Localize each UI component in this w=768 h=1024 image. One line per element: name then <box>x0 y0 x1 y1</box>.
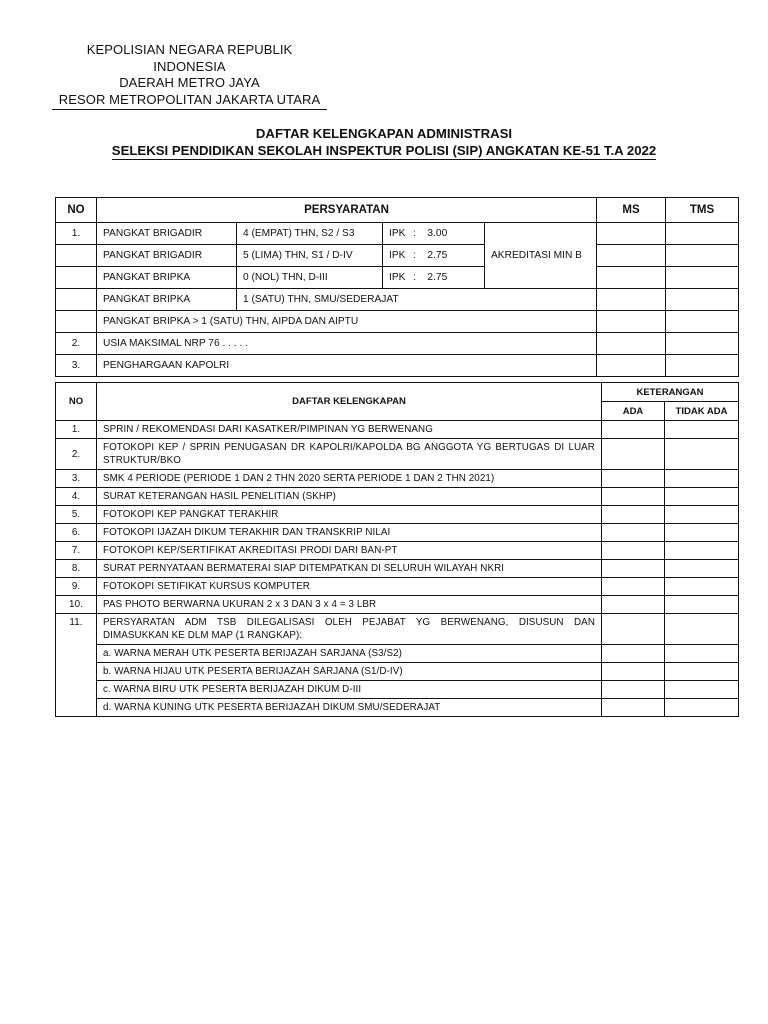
tidak-ada-checkbox-cell[interactable] <box>665 439 739 470</box>
document-title <box>0 125 768 160</box>
table-row <box>56 506 739 524</box>
row-number <box>56 267 97 289</box>
row-number <box>56 311 97 333</box>
table-row <box>56 311 739 333</box>
item-text: FOTOKOPI KEP PANGKAT TERAKHIR <box>97 506 602 524</box>
title-line-1: DAFTAR KELENGKAPAN ADMINISTRASI <box>255 126 513 141</box>
requirement-text: PENGHARGAAN KAPOLRI <box>97 355 597 377</box>
akreditasi-cell: AKREDITASI MIN B <box>485 223 597 289</box>
sub-item-text: d. WARNA KUNING UTK PESERTA BERIJAZAH DIKUM SMU/SEDERAJAT <box>97 699 602 717</box>
tidak-ada-checkbox-cell[interactable] <box>665 542 739 560</box>
tms-checkbox-cell[interactable] <box>666 245 739 267</box>
masa-dinas-cell: 1 (SATU) THN, SMU/SEDERAJAT <box>237 289 597 311</box>
ada-checkbox-cell[interactable] <box>602 524 665 542</box>
ms-checkbox-cell[interactable] <box>597 267 666 289</box>
ada-checkbox-cell[interactable] <box>602 506 665 524</box>
pangkat-cell: PANGKAT BRIPKA <box>97 267 237 289</box>
header-keterangan: KETERANGAN <box>602 383 739 402</box>
table-row <box>56 267 739 289</box>
row-number: 2. <box>56 439 97 470</box>
requirement-text: PANGKAT BRIPKA > 1 (SATU) THN, AIPDA DAN AIPTU <box>97 311 597 333</box>
item-text: PERSYARATAN ADM TSB DILEGALISASI OLEH PEJABAT YG BERWENANG, DISUSUN DAN DIMASUKKAN KE DLM MAP (1 RANGKAP): <box>97 614 602 645</box>
title-line-2: SELEKSI PENDIDIKAN SEKOLAH INSPEKTUR POLISI (SIP) ANGKATAN KE-51 T.A 2022 <box>111 143 657 158</box>
tidak-ada-checkbox-cell[interactable] <box>665 681 739 699</box>
sub-item-text: c. WARNA BIRU UTK PESERTA BERIJAZAH DIKUM D-III <box>97 681 602 699</box>
tms-checkbox-cell[interactable] <box>666 333 739 355</box>
item-text: FOTOKOPI IJAZAH DIKUM TERAKHIR DAN TRANSKRIP NILAI <box>97 524 602 542</box>
row-number: 3. <box>56 470 97 488</box>
table-row <box>56 289 739 311</box>
table-subrow <box>56 699 739 717</box>
tidak-ada-checkbox-cell[interactable] <box>665 506 739 524</box>
tidak-ada-checkbox-cell[interactable] <box>665 488 739 506</box>
row-number: 1. <box>56 421 97 439</box>
requirement-text: USIA MAKSIMAL NRP 76 . . . . . <box>97 333 597 355</box>
org-line-3: RESOR METROPOLITAN JAKARTA UTARA <box>52 92 327 111</box>
table-row <box>56 596 739 614</box>
ms-checkbox-cell[interactable] <box>597 311 666 333</box>
tms-checkbox-cell[interactable] <box>666 267 739 289</box>
ipk-cell: IPK : 2.75 <box>383 245 485 267</box>
ada-checkbox-cell[interactable] <box>602 596 665 614</box>
table-row <box>56 333 739 355</box>
masa-dinas-cell: 5 (LIMA) THN, S1 / D-IV <box>237 245 383 267</box>
tidak-ada-checkbox-cell[interactable] <box>665 470 739 488</box>
row-number <box>56 289 97 311</box>
tidak-ada-checkbox-cell[interactable] <box>665 663 739 681</box>
masa-dinas-cell: 0 (NOL) THN, D-III <box>237 267 383 289</box>
ipk-cell: IPK : 3.00 <box>383 223 485 245</box>
ada-checkbox-cell[interactable] <box>602 560 665 578</box>
table-row <box>56 614 739 645</box>
tms-checkbox-cell[interactable] <box>666 289 739 311</box>
row-number: 8. <box>56 560 97 578</box>
header-ada: ADA <box>602 402 665 421</box>
table-row <box>56 542 739 560</box>
table-subrow <box>56 645 739 663</box>
tidak-ada-checkbox-cell[interactable] <box>665 596 739 614</box>
requirements-table <box>55 197 739 377</box>
item-text: SPRIN / REKOMENDASI DARI KASATKER/PIMPINAN YG BERWENANG <box>97 421 602 439</box>
ada-checkbox-cell[interactable] <box>602 645 665 663</box>
ada-checkbox-cell[interactable] <box>602 439 665 470</box>
tms-checkbox-cell[interactable] <box>666 223 739 245</box>
row-number: 4. <box>56 488 97 506</box>
table-row <box>56 421 739 439</box>
tidak-ada-checkbox-cell[interactable] <box>665 645 739 663</box>
ms-checkbox-cell[interactable] <box>597 289 666 311</box>
table-row <box>56 439 739 470</box>
ipk-cell: IPK : 2.75 <box>383 267 485 289</box>
item-text: FOTOKOPI SETIFIKAT KURSUS KOMPUTER <box>97 578 602 596</box>
tidak-ada-checkbox-cell[interactable] <box>665 524 739 542</box>
item-text: SURAT PERNYATAAN BERMATERAI SIAP DITEMPATKAN DI SELURUH WILAYAH NKRI <box>97 560 602 578</box>
sub-item-text: a. WARNA MERAH UTK PESERTA BERIJAZAH SARJANA (S3/S2) <box>97 645 602 663</box>
tidak-ada-checkbox-cell[interactable] <box>665 699 739 717</box>
table-row <box>56 223 739 245</box>
ada-checkbox-cell[interactable] <box>602 663 665 681</box>
ada-checkbox-cell[interactable] <box>602 578 665 596</box>
row-number: 5. <box>56 506 97 524</box>
item-text: FOTOKOPI KEP/SERTIFIKAT AKREDITASI PRODI DARI BAN-PT <box>97 542 602 560</box>
ms-checkbox-cell[interactable] <box>597 245 666 267</box>
header-tidak-ada: TIDAK ADA <box>665 402 739 421</box>
row-number: 2. <box>56 333 97 355</box>
table-subrow <box>56 681 739 699</box>
completeness-table <box>55 382 739 717</box>
row-number: 10. <box>56 596 97 614</box>
row-number: 1. <box>56 223 97 245</box>
table-header-row <box>56 198 739 223</box>
tidak-ada-checkbox-cell[interactable] <box>665 421 739 439</box>
tidak-ada-checkbox-cell[interactable] <box>665 578 739 596</box>
table-row <box>56 524 739 542</box>
org-line-2: DAERAH METRO JAYA <box>119 75 260 90</box>
item-text: PAS PHOTO BERWARNA UKURAN 2 x 3 DAN 3 x 4 = 3 LBR <box>97 596 602 614</box>
row-number: 11. <box>56 614 97 717</box>
table-row <box>56 470 739 488</box>
row-number: 6. <box>56 524 97 542</box>
ada-checkbox-cell[interactable] <box>602 681 665 699</box>
table-row <box>56 245 739 267</box>
ada-checkbox-cell[interactable] <box>602 488 665 506</box>
organization-header <box>52 42 327 110</box>
header-no: NO <box>56 198 97 223</box>
table-row <box>56 560 739 578</box>
ms-checkbox-cell[interactable] <box>597 223 666 245</box>
ada-checkbox-cell[interactable] <box>602 470 665 488</box>
tms-checkbox-cell[interactable] <box>666 311 739 333</box>
row-number: 9. <box>56 578 97 596</box>
table-row <box>56 355 739 377</box>
item-text: FOTOKOPI KEP / SPRIN PENUGASAN DR KAPOLRI/KAPOLDA BG ANGGOTA YG BERTUGAS DI LUAR STRUKTUR/BKO <box>97 439 602 470</box>
masa-dinas-cell: 4 (EMPAT) THN, S2 / S3 <box>237 223 383 245</box>
item-text: SMK 4 PERIODE (PERIODE 1 DAN 2 THN 2020 SERTA PERIODE 1 DAN 2 THN 2021) <box>97 470 602 488</box>
org-line-1: KEPOLISIAN NEGARA REPUBLIK INDONESIA <box>86 42 293 74</box>
pangkat-cell: PANGKAT BRIPKA <box>97 289 237 311</box>
sub-item-text: b. WARNA HIJAU UTK PESERTA BERIJAZAH SARJANA (S1/D-IV) <box>97 663 602 681</box>
pangkat-cell: PANGKAT BRIGADIR <box>97 245 237 267</box>
pangkat-cell: PANGKAT BRIGADIR <box>97 223 237 245</box>
tms-checkbox-cell[interactable] <box>666 355 739 377</box>
ms-checkbox-cell[interactable] <box>597 333 666 355</box>
table-subrow <box>56 663 739 681</box>
tidak-ada-checkbox-cell[interactable] <box>665 614 739 645</box>
ada-checkbox-cell[interactable] <box>602 699 665 717</box>
ada-checkbox-cell[interactable] <box>602 614 665 645</box>
ms-checkbox-cell[interactable] <box>597 355 666 377</box>
item-text: SURAT KETERANGAN HASIL PENELITIAN (SKHP) <box>97 488 602 506</box>
header-no: NO <box>56 383 97 421</box>
ada-checkbox-cell[interactable] <box>602 421 665 439</box>
table-header-row <box>56 383 739 402</box>
header-ms: MS <box>597 198 666 223</box>
header-tms: TMS <box>666 198 739 223</box>
header-persyaratan: PERSYARATAN <box>97 198 597 223</box>
tidak-ada-checkbox-cell[interactable] <box>665 560 739 578</box>
table-row <box>56 578 739 596</box>
row-number <box>56 245 97 267</box>
ada-checkbox-cell[interactable] <box>602 542 665 560</box>
row-number: 7. <box>56 542 97 560</box>
header-daftar-kelengkapan: DAFTAR KELENGKAPAN <box>97 383 602 421</box>
row-number: 3. <box>56 355 97 377</box>
table-row <box>56 488 739 506</box>
